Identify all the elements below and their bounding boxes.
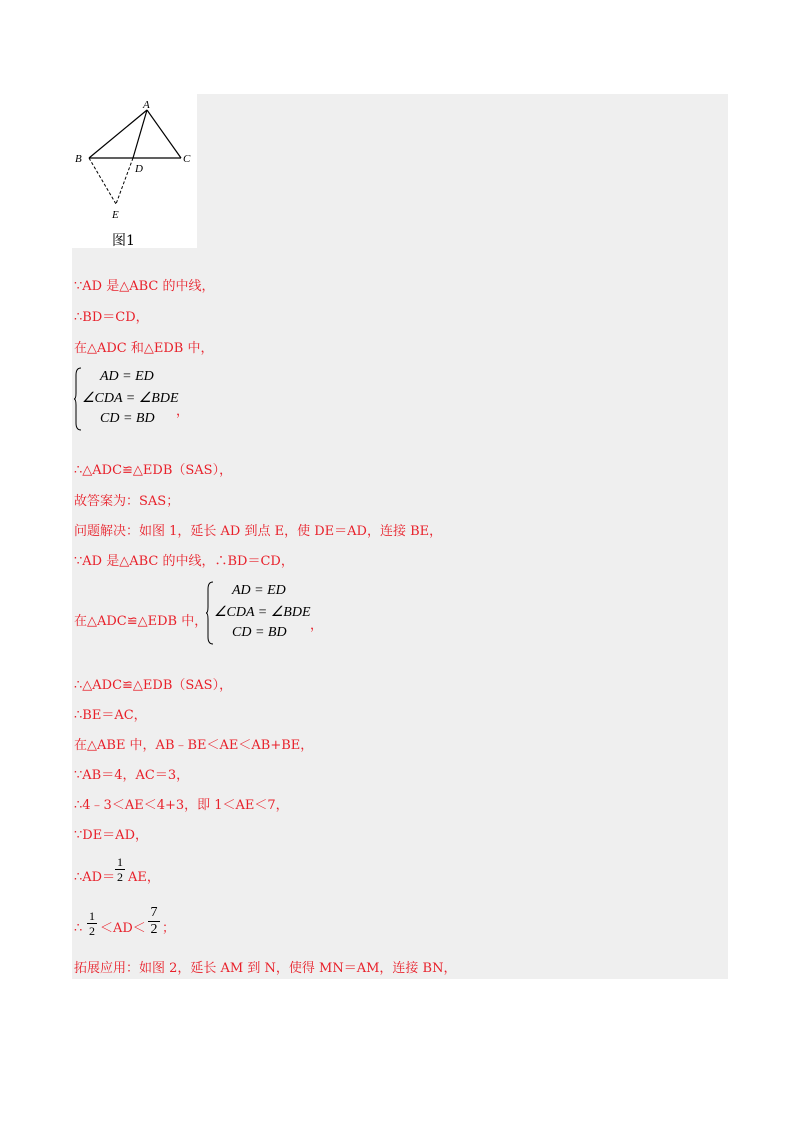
line-ad-range-suffix: ；: [162, 921, 176, 936]
system2-row2: ∠CDA = ∠BDE: [214, 605, 311, 620]
system2-row3: CD = BD: [232, 625, 287, 640]
system1-comma: ，: [176, 404, 190, 419]
line-answer: 故答案为：SAS；: [74, 494, 180, 509]
system1-row1: AD = ED: [100, 369, 154, 384]
line-ad-half-suffix: AE，: [128, 870, 160, 885]
figure-caption: 图1: [112, 233, 135, 249]
line-ad-half-prefix: ∴AD＝: [74, 870, 116, 885]
line-problem-solving: 问题解决：如图 1，延长 AD 到点 E，使 DE＝AD，连接 BE，: [74, 524, 443, 539]
line-given-values: ∵AB＝4，AC＝3，: [74, 768, 190, 783]
label-b: B: [75, 153, 82, 165]
label-a: A: [143, 99, 150, 111]
fraction-denominator: 2: [150, 922, 158, 937]
label-e: E: [112, 209, 119, 221]
fraction-one-half: [115, 856, 125, 883]
line-extension: 拓展应用：如图 2，延长 AM 到 N，使得 MN＝AM，连接 BN，: [74, 961, 457, 976]
system2-comma: ，: [310, 618, 324, 633]
fraction-seven-half: [148, 906, 160, 937]
fraction-one-half-2: [87, 910, 97, 937]
fraction-numerator: 1: [117, 855, 123, 869]
line-in-triangles: 在△ADC 和△EDB 中，: [74, 341, 214, 356]
brace-icon: [74, 367, 82, 431]
line-ae-range: ∴4﹣3＜AE＜4+3，即 1＜AE＜7，: [74, 798, 289, 813]
label-c: C: [183, 153, 191, 165]
fraction-numerator: 1: [89, 909, 95, 923]
fraction-denominator: 2: [117, 870, 123, 884]
fraction-denominator: 2: [89, 924, 95, 938]
line-median: ∵AD 是△ABC 的中线，: [74, 279, 215, 294]
equation-system-1: [74, 367, 184, 431]
line-median-2: ∵AD 是△ABC 的中线，∴BD＝CD，: [74, 554, 294, 569]
line-bd-cd: ∴BD＝CD，: [74, 310, 149, 325]
line-in-congruent: 在△ADC≌△EDB 中，: [74, 614, 208, 629]
line-triangle-inequality: 在△ABE 中，AB﹣BE＜AE＜AB+BE，: [74, 738, 314, 753]
system1-row2: ∠CDA = ∠BDE: [82, 391, 179, 406]
system1-row3: CD = BD: [100, 411, 155, 426]
line-ad-range-middle: ＜AD＜: [100, 921, 146, 936]
line-be-ac: ∴BE＝AC，: [74, 708, 147, 723]
label-d: D: [135, 163, 143, 175]
system2-row1: AD = ED: [232, 583, 286, 598]
equation-system-2: [206, 581, 316, 645]
line-congruent-1: ∴△ADC≌△EDB（SAS），: [74, 463, 233, 478]
line-ad-range-prefix: ∴: [74, 921, 83, 936]
line-congruent-2: ∴△ADC≌△EDB（SAS），: [74, 678, 233, 693]
fraction-numerator: 7: [150, 905, 158, 920]
brace-icon: [206, 581, 214, 645]
triangle-diagram: [72, 94, 197, 248]
line-de-ad: ∵DE＝AD，: [74, 828, 148, 843]
triangle-figure: [72, 94, 197, 248]
